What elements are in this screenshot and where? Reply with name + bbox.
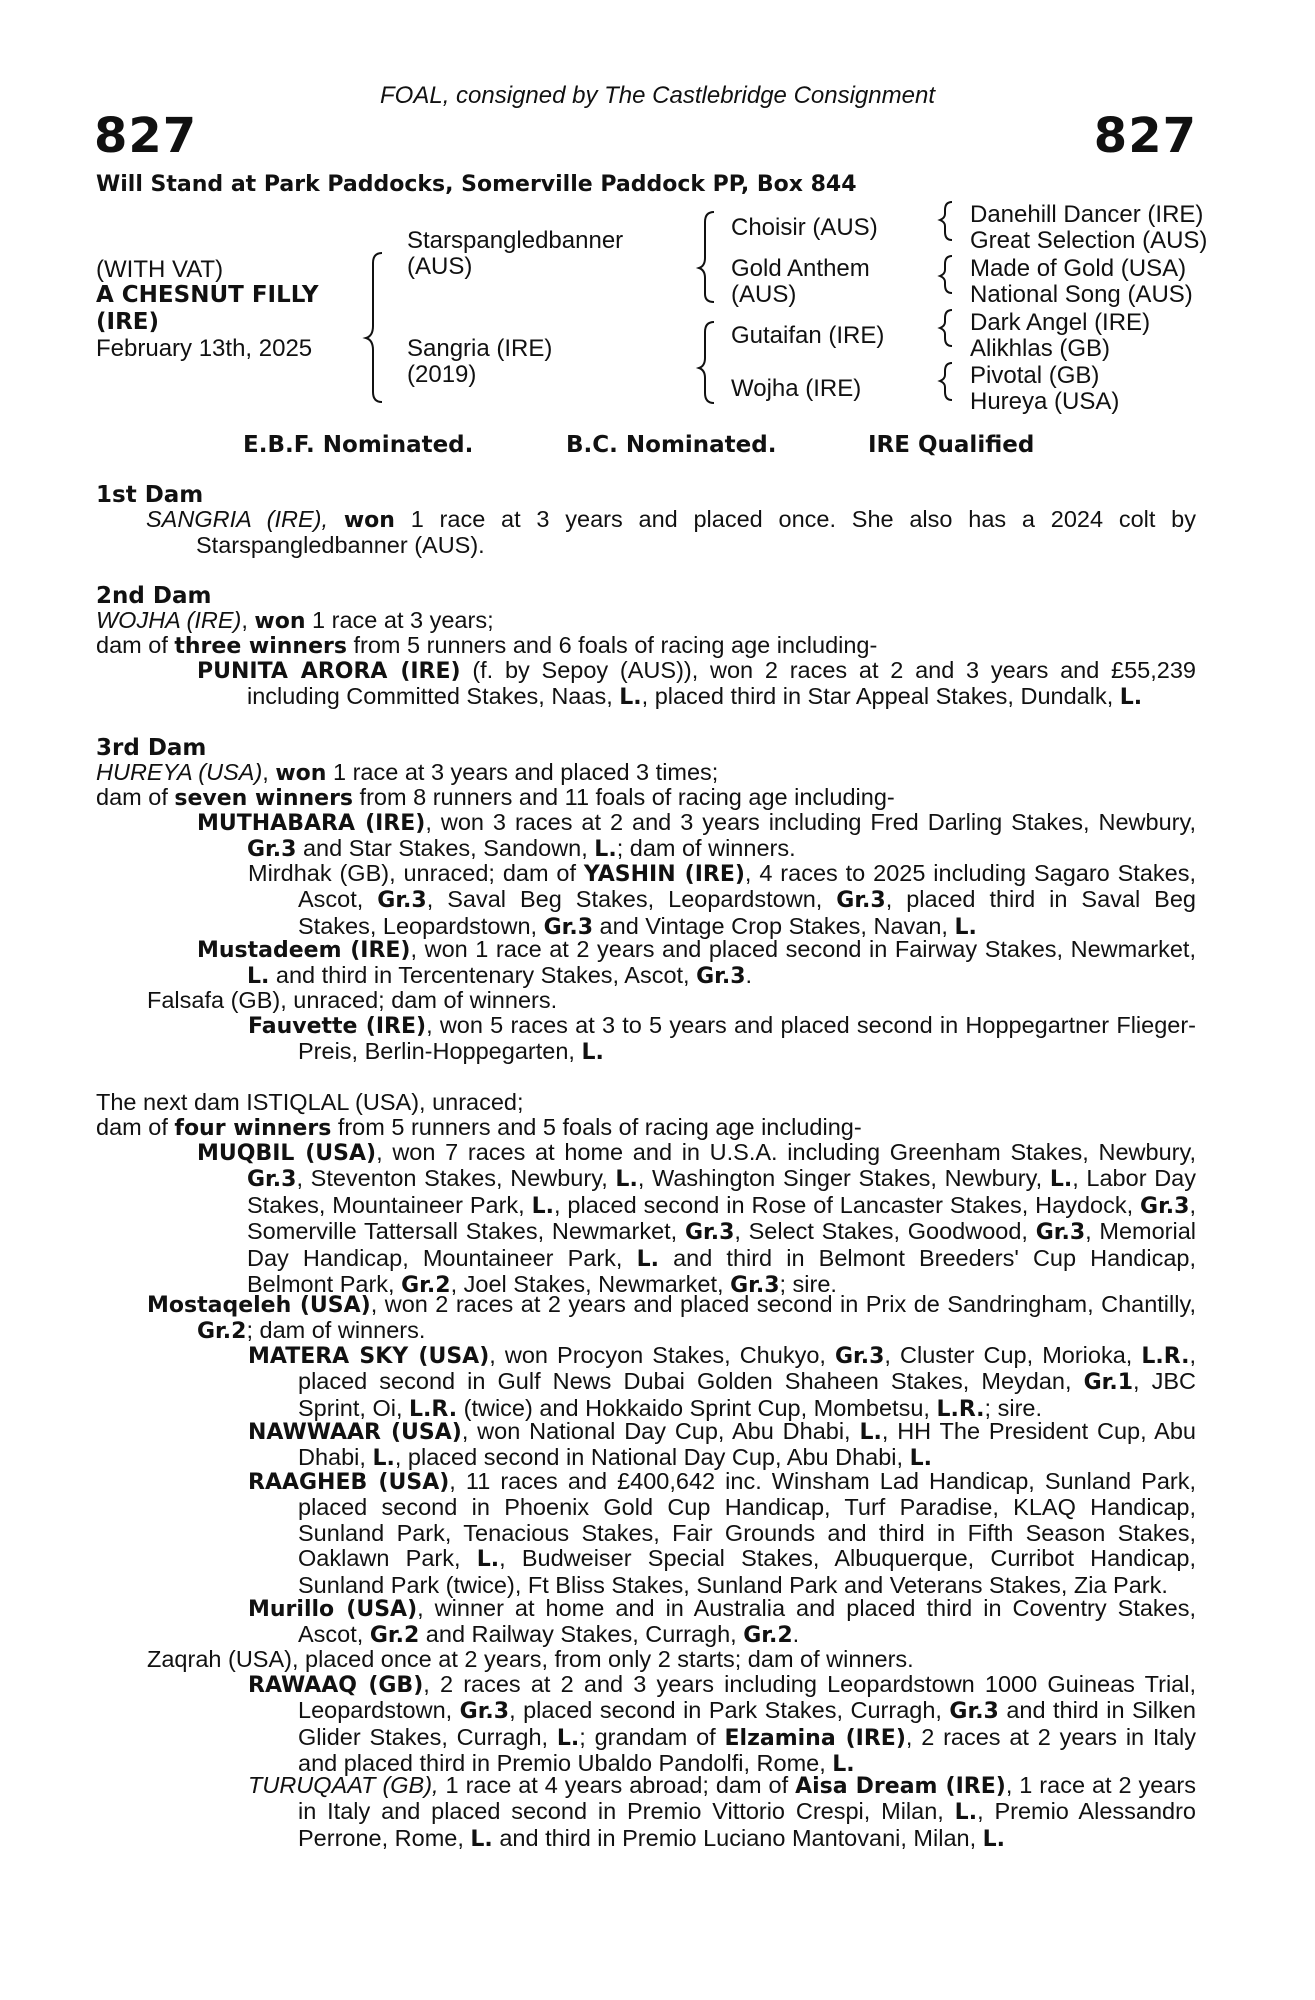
foaling-date: February 13th, 2025 bbox=[96, 335, 313, 362]
second-dam-record: WOJHA (IRE), won 1 race at 3 years; bbox=[96, 607, 494, 634]
next-dam-winner: Mostaqeleh (USA), won 2 races at 2 years and placed second in Prix de Sandringham, Chantilly, Gr.2; dam of winners. bbox=[147, 1291, 1197, 1345]
third-dam-record: HUREYA (USA), won 1 race at 3 years and placed 3 times; bbox=[96, 759, 719, 786]
bc-nomination: B.C. Nominated. bbox=[566, 432, 777, 458]
dam-foaled-year: (2019) bbox=[407, 361, 477, 388]
ancestor-g3: Danehill Dancer (IRE) bbox=[970, 201, 1204, 228]
ancestor-g3: Dark Angel (IRE) bbox=[970, 309, 1151, 336]
next-dam-grandchild: RAAGHEB (USA), 11 races and £400,642 inc. Winsham Lad Handicap, Sunland Park, placed second in Phoenix Gold Cup Handicap, Turf Paradise, KLAQ Handicap, Sunland Park, Tenacious Stakes, Fair Grounds and third in Fifth Season Stakes, Oaklawn Park, L., Budweiser Special Stakes, Albuquerque, Curribot Handicap, Sunland Park (twice), Ft Bliss Stakes, Sunland Park and Veterans Stakes, Zia Park. bbox=[248, 1468, 1197, 1598]
next-dam-record: The next dam ISTIQLAL (USA), unraced; bbox=[96, 1089, 524, 1115]
next-dam-grandchild: RAWAAQ (GB), 2 races at 2 and 3 years including Leopardstown 1000 Guineas Trial, Leopardstown, Gr.3, placed second in Park Stakes, Curragh, Gr.3 and third in Silken Glider Stakes, Curragh, L.; grandam of Elzamina (IRE), 2 races at 2 years in Italy and placed third in Premio Ubaldo Pandolfi, Rome, L. bbox=[248, 1671, 1197, 1778]
next-dam-grandchild: NAWWAAR (USA), won National Day Cup, Abu Dhabi, L., HH The President Cup, Abu Dhabi, L., placed second in National Day Cup, Abu Dhabi, L. bbox=[248, 1418, 1196, 1472]
stand-location: Will Stand at Park Paddocks, Somerville Paddock PP, Box 844 bbox=[96, 172, 857, 197]
lot-description-breed: (IRE) bbox=[96, 309, 160, 335]
next-dam-winner: MUQBIL (USA), won 7 races at home and in U.S.A. including Greenham Stakes, Newbury, Gr.3, Steventon Stakes, Newbury, L., Washington Singer Stakes, Newbury, L., Labor Day Stakes, Mountaineer Park, L., placed second in Rose of Lancaster Stakes, Haydock, Gr.3, Somerville Tattersall Stakes, Newmarket, Gr.3, Select Stakes, Goodwood, Gr.3, Memorial Day Handicap, Mountaineer Park, L. and third in Belmont Breeders' Cup Handicap, Belmont Park, Gr.2, Joel Stakes, Newmarket, Gr.3; sire. bbox=[197, 1139, 1197, 1299]
ancestor-g3: National Song (AUS) bbox=[970, 281, 1193, 308]
ancestor-g3: Pivotal (GB) bbox=[970, 362, 1100, 389]
third-dam-daughter: Falsafa (GB), unraced; dam of winners. bbox=[147, 987, 558, 1013]
ancestor-g3: Alikhlas (GB) bbox=[970, 335, 1111, 362]
third-dam-produce: dam of seven winners from 8 runners and 11 foals of racing age including- bbox=[96, 784, 895, 811]
sire-name: Starspangledbanner bbox=[407, 227, 624, 254]
next-dam-produce: dam of four winners from 5 runners and 5 foals of racing age including- bbox=[96, 1114, 862, 1141]
consignment-line: FOAL, consigned by The Castlebridge Consignment bbox=[380, 82, 935, 109]
next-dam-grandchild: TURUQAAT (GB), 1 race at 4 years abroad; dam of Aisa Dream (IRE), 1 race at 2 years in Italy and placed second in Premio Vittorio Crespi, Milan, L., Premio Alessandro Perrone, Rome, L. and third in Premio Luciano Mantovani, Milan, L. bbox=[248, 1772, 1196, 1852]
third-dam-granddaughter: Mirdhak (GB), unraced; dam of YASHIN (IRE), 4 races to 2025 including Sagaro Stakes, Ascot, Gr.3, Saval Beg Stakes, Leopardstown, Gr.3, placed third in Saval Beg Stakes, Leopardstown, Gr.3 and Vintage Crop Stakes, Navan, L. bbox=[248, 860, 1196, 940]
second-dam-produce: dam of three winners from 5 runners and 6 foals of racing age including- bbox=[96, 632, 878, 659]
second-dam-winner: PUNITA ARORA (IRE) (f. by Sepoy (AUS)), won 2 races at 2 and 3 years and £55,239 including Committed Stakes, Naas, L., placed third in Star Appeal Stakes, Dundalk, L. bbox=[197, 657, 1196, 711]
ancestor-g3: Great Selection (AUS) bbox=[970, 227, 1208, 254]
first-dam-record: SANGRIA (IRE), won 1 race at 3 years and placed once. She also has a 2024 colt by Starspangledbanner (AUS). bbox=[146, 506, 1196, 559]
next-dam-grandchild: Murillo (USA), winner at home and in Australia and placed third in Coventry Stakes, Ascot, Gr.2 and Railway Stakes, Curragh, Gr.2. bbox=[248, 1595, 1196, 1649]
second-dam-heading: 2nd Dam bbox=[96, 583, 212, 609]
sire-dam-name: Gold Anthem bbox=[731, 255, 870, 282]
vat-note: (WITH VAT) bbox=[96, 256, 224, 283]
lot-number-right: 827 bbox=[1093, 108, 1197, 164]
third-dam-winner: Mustadeem (IRE), won 1 race at 2 years and placed second in Fairway Stakes, Newmarket, L. and third in Tercentenary Stakes, Ascot, Gr.3. bbox=[197, 936, 1196, 990]
ire-qualification: IRE Qualified bbox=[868, 432, 1035, 458]
next-dam-grandchild: MATERA SKY (USA), won Procyon Stakes, Chukyo, Gr.3, Cluster Cup, Morioka, L.R., placed second in Gulf News Dubai Golden Shaheen Stakes, Meydan, Gr.1, JBC Sprint, Oi, L.R. (twice) and Hokkaido Sprint Cup, Mombetsu, L.R.; sire. bbox=[248, 1342, 1196, 1422]
dam-dam: Wojha (IRE) bbox=[731, 375, 862, 402]
dam-sire: Gutaifan (IRE) bbox=[731, 322, 885, 349]
third-dam-winner: MUTHABARA (IRE), won 3 races at 2 and 3 years including Fred Darling Stakes, Newbury, Gr.3 and Star Stakes, Sandown, L.; dam of winners. bbox=[197, 809, 1197, 863]
ancestor-g3: Made of Gold (USA) bbox=[970, 255, 1187, 282]
dam-name: Sangria (IRE) bbox=[407, 335, 553, 362]
ancestor-g3: Hureya (USA) bbox=[970, 388, 1120, 415]
ebf-nomination: E.B.F. Nominated. bbox=[243, 432, 474, 458]
first-dam-heading: 1st Dam bbox=[96, 482, 204, 508]
sire-sire: Choisir (AUS) bbox=[731, 214, 878, 241]
lot-number-left: 827 bbox=[94, 108, 198, 164]
sire-origin: (AUS) bbox=[407, 253, 473, 280]
lot-description: A CHESNUT FILLY bbox=[96, 282, 319, 308]
third-dam-granddaughter: Fauvette (IRE), won 5 races at 3 to 5 years and placed second in Hoppegartner Flieger-Preis, Berlin-Hoppegarten, L. bbox=[248, 1012, 1196, 1066]
third-dam-heading: 3rd Dam bbox=[96, 735, 207, 761]
sire-dam-origin: (AUS) bbox=[731, 281, 797, 308]
next-dam-daughter: Zaqrah (USA), placed once at 2 years, from only 2 starts; dam of winners. bbox=[147, 1646, 914, 1672]
